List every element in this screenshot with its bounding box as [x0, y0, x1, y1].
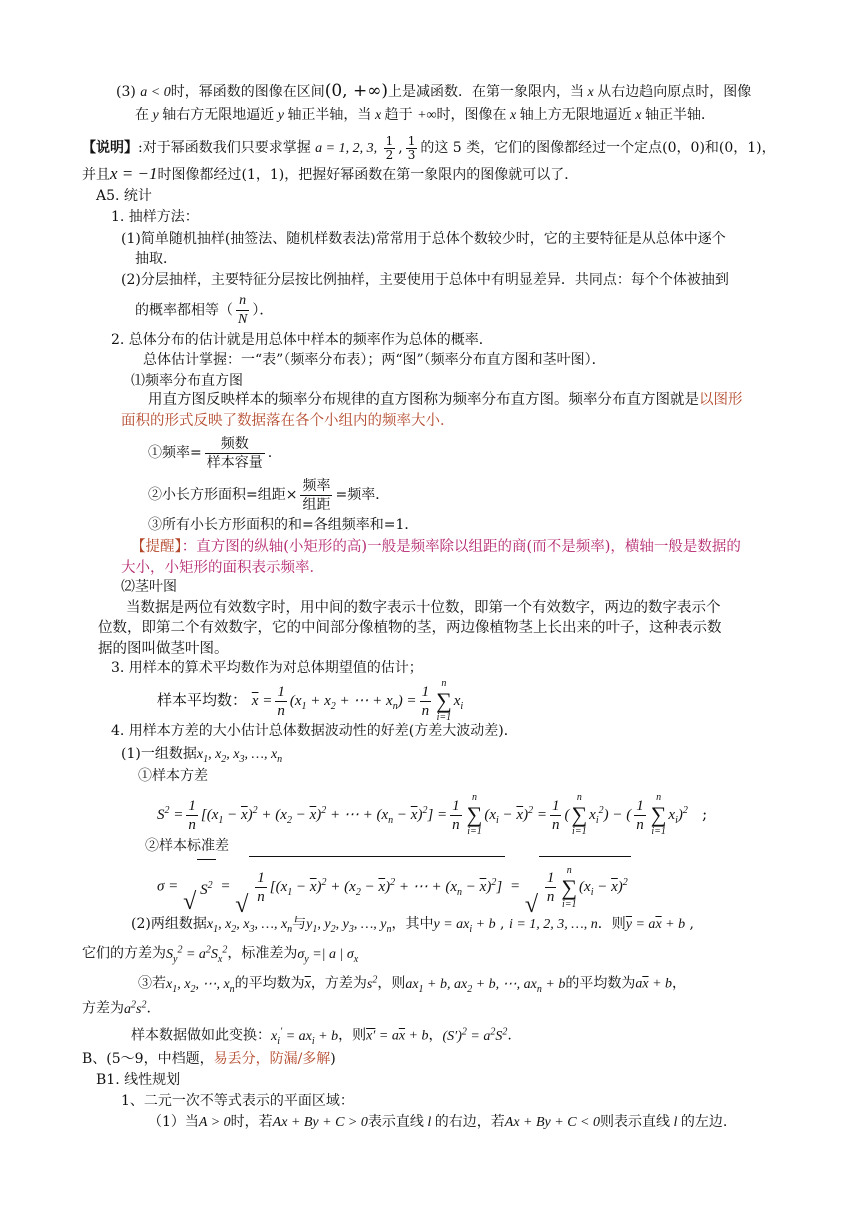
a5-s4-2-line-1: (2)两组数据$x_1$, $x_2$, $x_3$, …, $x_n$与$y_1$, $y_2$, $y_3$, …, $y_n$，其中$y = ax_i + b$ , i = 1, 2, 3, …, n．则$\overline{y} = a\overline{x} + b$ ,	[131, 916, 695, 935]
a5-text: ，其中	[391, 916, 434, 932]
note-text: 的这 5 类，它们的图像都经过一个定点(0，0)和(0，1)，	[420, 140, 776, 156]
formula-sum: ③所有小长方形面积的和=各组频率和=1．	[148, 517, 419, 533]
a5-s2-1: ⑴频率分布直方图	[131, 373, 243, 389]
a5-text: ，则	[377, 975, 406, 992]
frac-num: 频数	[205, 435, 265, 454]
a5-text: ，则	[338, 1027, 367, 1044]
a5-s1: 1. 抽样方法：	[111, 209, 199, 225]
formula-freq: ①频率= $\frac{\text{频数}}{\text{样本容量}}$ .	[148, 435, 273, 471]
a5-text: 与	[292, 916, 307, 932]
p3-plus-inf: +∞	[417, 108, 437, 123]
a5-highlight: 以图形	[699, 392, 743, 408]
b-text: 则表示直线	[600, 1114, 670, 1130]
a5-text: (2)两组数据	[131, 916, 207, 932]
a5-s2-1b: 面积的形式反映了数据落在各个小组内的频率大小．	[121, 413, 455, 429]
p3-text: 时，图像在	[436, 107, 507, 123]
p3-text: 上是减函数．在第一象限内，当	[388, 84, 585, 100]
stem-1: 当数据是两位有效数字时，用中间的数字表示十位数，即第一个有效数字，两边的数字表示个	[126, 600, 721, 616]
a5-s1-2a: (2)分层抽样，主要特征分层按比例抽样，主要使用于总体中有明显差异．共同点：每个个体被抽到	[121, 272, 729, 288]
note-text: :对于幂函数我们只要求掌握	[138, 140, 311, 156]
a5-s1-1a: (1)简单随机抽样(抽签法、随机样数表法)常常用于总体个数较少时，它的主要特征是从总体中逐个	[121, 231, 726, 247]
tip-text: ：直方图的纵轴(小矩形的高)一般是频率除以组距的商(而不是频率)，横轴一般是数据的	[181, 539, 741, 555]
b1-heading: B1. 线性规划	[96, 1072, 181, 1088]
p3-text: 从右边趋向原点时，图像	[597, 84, 752, 100]
a5-s1-1b: 抽取．	[135, 251, 177, 267]
tip-line-1	[131, 537, 741, 557]
frac-num: 频率	[302, 477, 331, 494]
a5-text: ，标准差为	[227, 945, 298, 962]
a5-heading: A5. 统计	[96, 188, 152, 204]
p3-text: 轴正半轴．	[644, 107, 715, 123]
b-text: 的左边.	[680, 1114, 728, 1130]
sd-formula: σ = √ $S^2$ = √ $\frac{1}{n}$ [$(x_1 - \overline{x})^2 + (x_2 - \overline{x})^2$ + ⋯ + $(x_n - \overline{x})^2$] = √ $\frac{1}{n}$ n ∑ i=1 $(x_i - \overline{x})^2$	[157, 856, 631, 917]
b-text: 的右边，若	[434, 1114, 505, 1130]
a5-text: 的概率都相等（	[135, 302, 233, 319]
stem-3: 据的图叫做茎叶图。	[98, 641, 229, 657]
a5-text: 方差为	[82, 1000, 124, 1017]
a5-s4-sd: ②样本标准差	[145, 838, 229, 854]
a5-s4-1: (1)一组数据$x_1$, $x_2$, $x_3$, …, $x_n$	[121, 746, 283, 765]
stem-2: 位数，即第二个有效数字，它的中间部分像植物的茎，两边像植物茎上长出来的叶子，这种表示数	[98, 620, 722, 636]
b1-1-1: （1）当A > 0时，若Ax + By + C > 0表示直线 l 的右边，若Ax + By + C < 0则表示直线 l 的左边.	[148, 1114, 728, 1130]
a5-s4-2-line-2: 它们的方差为$S_y^2 = a^2S_x^2$，标准差为$\sigma_y$ =| a | $\sigma_x$	[82, 944, 359, 965]
b-heading	[82, 1049, 336, 1069]
a5-text: ②小长方形面积=组距×	[148, 487, 298, 503]
p3-line-2: 在 y 轴右方无限地逼近 y 轴正半轴，当 x 趋于 +∞时，图像在 x 轴上方无限地逼近 x 轴正半轴．	[135, 107, 715, 123]
a5-s2-1a	[148, 390, 743, 410]
a5-text: =频率．	[335, 487, 390, 503]
b-text: （1）当	[148, 1114, 199, 1130]
a5-text: ，	[672, 975, 687, 992]
note-text: 时图像都经过(1，1)，把握好幂函数在第一象限内的图像就可以了．	[157, 167, 579, 183]
a5-s2-sub: 总体估计掌握：一“表”（频率分布表）；两“图”（频率分布直方图和茎叶图）．	[143, 352, 606, 368]
p3-text: 在	[135, 107, 149, 123]
mean-formula: 样本平均数： $\overline{x}$ = $\frac{1}{n}$ ($x_1 + x_2$ + ⋯ + $x_n$) = $\frac{1}{n}$ n ∑ i=1 $x_i$	[157, 678, 464, 723]
note-line-1: 【说明】:对于幂函数我们只要求掌握 a = 1, 2, 3, $\frac{1}{2}$ , $\frac{1}{3}$ 的这 5 类，它们的图像都经过一个定点(0，0)和(0，1)，	[82, 133, 776, 162]
a5-s2-2: ⑵茎叶图	[121, 579, 177, 595]
note-label: 【说明】	[82, 140, 138, 156]
p3-text: 时，幂函数的图像在区间	[170, 84, 325, 100]
p3-text: 轴上方无限地逼近	[519, 107, 632, 123]
b-text: B、(5～9，中档题，	[82, 1051, 214, 1067]
note-text: 并且	[82, 167, 110, 183]
b-text: 表示直线	[367, 1114, 424, 1130]
frac-den: 样本容量	[206, 454, 263, 471]
a5-text: ①频率=	[148, 445, 202, 461]
a5-s4-3-line-1: ③若$x_1$, $x_2$, ⋯, $x_n$的平均数为$\overline{x}$，方差为$s^2$，则$ax_1 + b$, $ax_2 + b$, ⋯, $ax_n + b$的平均数为$a\overline{x} + b$，	[138, 974, 687, 995]
a5-text: ．则	[597, 916, 626, 932]
p3-interval: (0, +∞)	[324, 81, 389, 101]
a5-s3: 3. 用样本的算术平均数作为对总体期望值的估计；	[111, 660, 423, 676]
a5-text: 的平均数为	[234, 975, 305, 992]
frac-den: 组距	[302, 496, 331, 513]
p3-text: 轴正半轴，当	[287, 107, 372, 123]
p3-text: 轴右方无限地逼近	[162, 107, 275, 123]
a5-s1-2b: 的概率都相等（ $\frac{n}{N}$ ）．	[135, 293, 274, 327]
variance-formula: $S^2$ = $\frac{1}{n}$ [$(x_1 - \overline{x})^2 + (x_2 - \overline{x})^2$ + ⋯ + $(x_n - \overline{x})^2$] = $\frac{1}{n}$ n ∑ i=1 $(x_i - \overline{x})^2$ = $\frac{1}{n}$ ( n ∑ i=1 $x_i^2$) − ( $\frac{1}{n}$ n ∑ i=1 $x_i)^2$ ;	[157, 792, 708, 837]
a5-text: (1)一组数据	[121, 746, 197, 762]
a5-s4: 4. 用样本方差的大小估计总体数据波动性的好差(方差大波动差)．	[111, 723, 518, 739]
note-line-2	[82, 164, 578, 185]
a5-transform: 样本数据做如此变换：$x_i' = ax_i + b$，则$x' = a\overline{x} + b$，$(S')^2 = a^2S^2$.	[131, 1026, 512, 1047]
a5-text: 用直方图反映样本的频率分布规律的直方图称为频率分布直方图。频率分布直方图就是	[148, 392, 699, 408]
a5-text: ）．	[252, 302, 274, 319]
p3-text: 趋于	[384, 107, 413, 123]
a5-text: 样本数据做如此变换：	[131, 1027, 271, 1044]
note-xm1: x = −1	[110, 164, 158, 183]
p3-cond: a < 0	[140, 85, 171, 100]
a5-s2: 2. 总体分布的估计就是用总体中样本的频率作为总体的概率．	[111, 332, 493, 348]
a5-s4-var: ①样本方差	[138, 768, 208, 784]
p3-prefix: (3)	[116, 84, 141, 100]
tip-label: 【提醒】	[131, 539, 182, 555]
a5-text: ，	[428, 1027, 443, 1044]
a5-text: ③若	[138, 975, 166, 992]
b-text: 时，若	[230, 1114, 273, 1130]
a5-text: 样本平均数：	[157, 691, 248, 709]
formula-area	[148, 475, 389, 515]
note-avals: a = 1, 2, 3,	[315, 141, 381, 156]
p3-line-1: (3) a < 0时，幂函数的图像在区间(0, +∞)上是减函数．在第一象限内，当 x 从右边趋向原点时，图像	[116, 81, 752, 101]
a5-text: ，方差为	[310, 975, 367, 992]
a5-text: 的平均数为	[565, 975, 636, 992]
a5-text: 它们的方差为	[82, 945, 166, 962]
tip-line-2: 大小，小矩形的面积表示频率．	[121, 560, 324, 576]
b-text: )	[330, 1051, 336, 1067]
b-highlight: 易丢分，防漏/多解	[213, 1051, 331, 1067]
a5-s4-3-line-2: 方差为$a^2s^2$.	[82, 999, 151, 1017]
b1-1: 1、二元一次不等式表示的平面区域：	[121, 1093, 354, 1109]
